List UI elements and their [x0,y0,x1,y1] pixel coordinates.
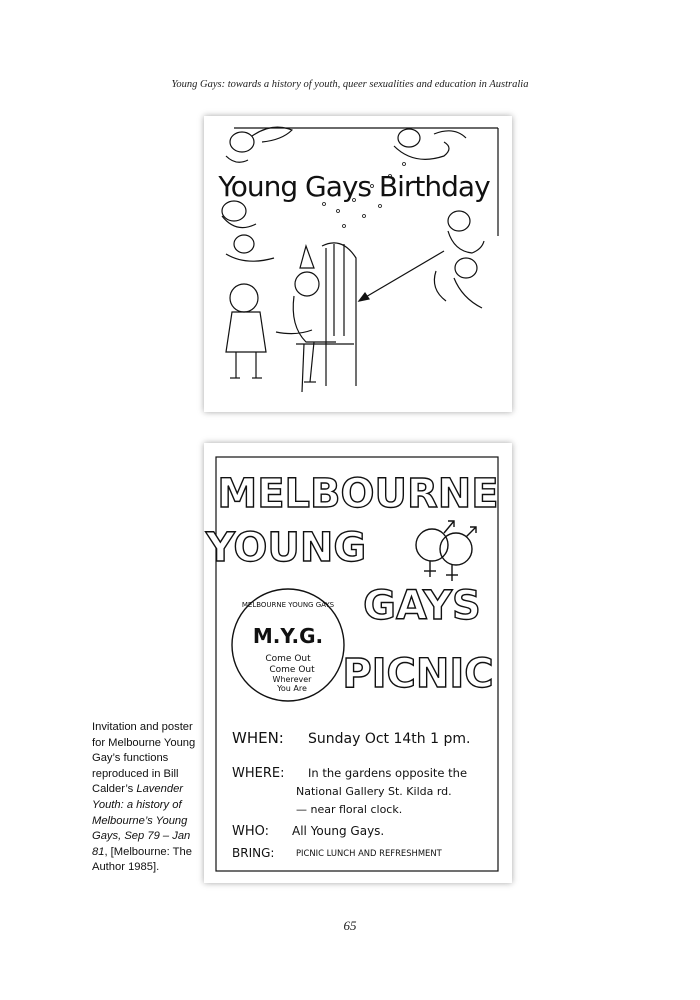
when-value: Sunday Oct 14th 1 pm. [308,731,471,747]
bring-value: PICNIC LUNCH AND REFRESHMENT [296,848,442,858]
poster-title-line3: GAYS [363,583,481,629]
poster-title-line4: PICNIC [342,651,494,697]
badge-arc-text: MELBOURNE YOUNG GAYS [241,601,335,609]
caption-publication: , [Melbourne: The Author 1985]. [92,845,192,874]
gender-symbols-icon [416,521,476,581]
where-value-2: National Gallery St. Kilda rd. [296,785,452,798]
who-label: WHO: [232,824,270,839]
poster-title-line2: YOUNG [205,525,367,571]
birthday-invitation-image [204,116,512,412]
page-number: 65 [343,918,357,933]
where-value-3: — near floral clock. [296,803,403,816]
birthday-title: Young Gays Birthday [218,170,490,203]
where-value-1: In the gardens opposite the [308,766,468,780]
badge-motto-2: Come Out [269,665,315,675]
when-label: WHEN: [232,729,284,747]
caption-title: Lavender Youth: a history of Melbourne’s Young Gays, Sep 79 – Jan 81 [92,783,191,858]
where-label: WHERE: [232,766,285,781]
badge-motto-1: Come Out [265,654,311,664]
badge-motto-3: Wherever [272,675,312,684]
badge-initials: M.Y.G. [252,624,324,648]
who-value: All Young Gays. [292,824,385,838]
figure-caption [92,720,200,876]
picnic-poster [204,443,512,883]
picnic-poster-image [204,443,512,883]
poster-title-line1: MELBOURNE [217,471,499,517]
badge-motto-4: You Are [277,684,307,693]
caption-text: Invitation and poster for Melbourne Young Gay’s functions reproduced in Bill Calder’s [92,721,196,796]
bring-label: BRING: [232,846,275,860]
birthday-illustration [204,116,512,412]
running-header: Young Gays: towards a history of youth, queer sexualities and education in Australia [171,79,529,90]
